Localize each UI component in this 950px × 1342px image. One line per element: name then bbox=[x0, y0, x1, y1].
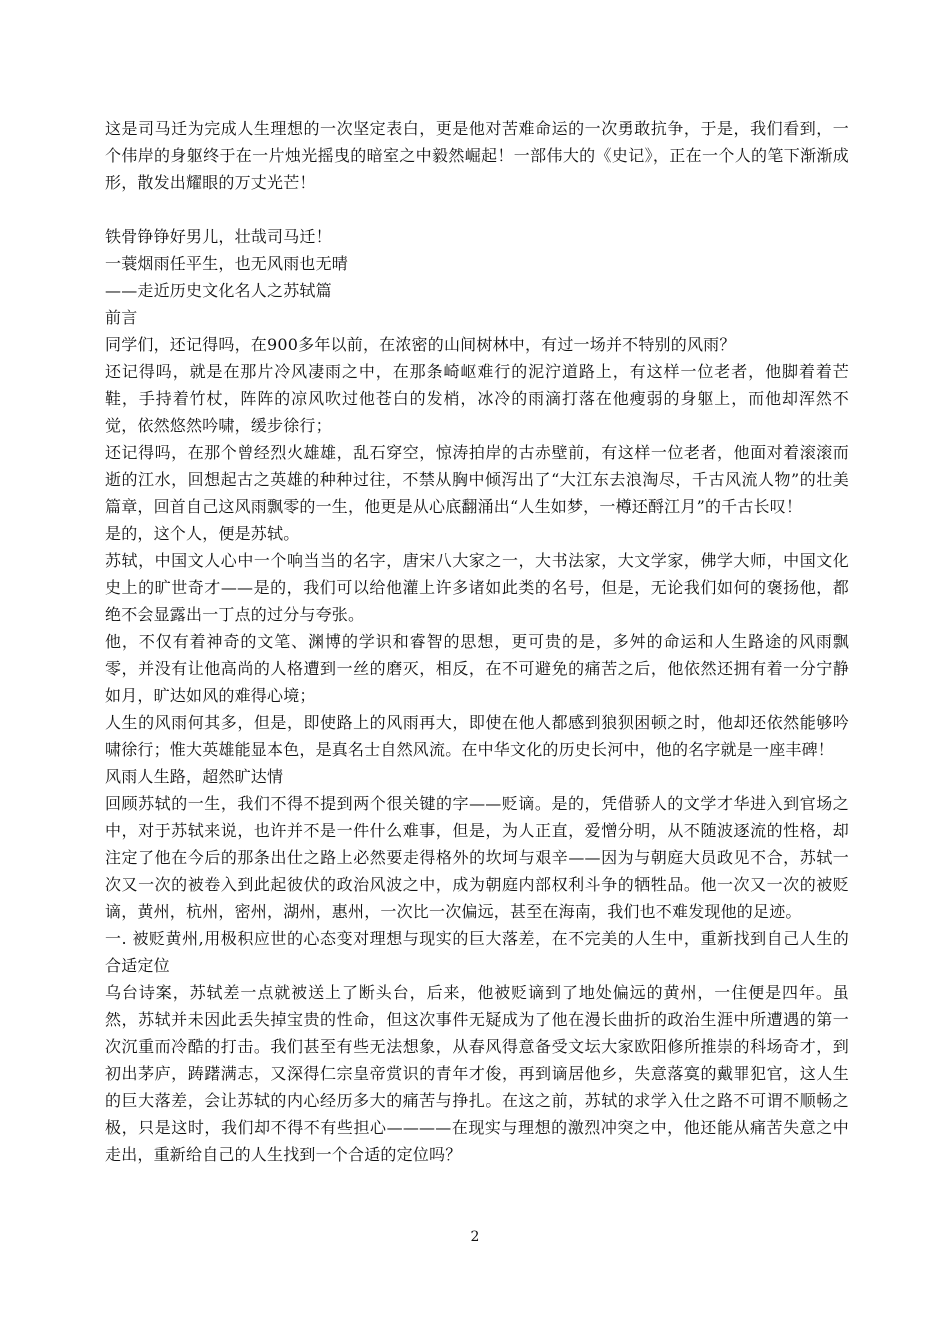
paragraph-intro-question: 同学们，还记得吗，在900多年以前，在浓密的山间树林中，有过一场并不特别的风雨？ bbox=[105, 335, 736, 354]
section-subtitle: ——走近历史文化名人之苏轼篇 bbox=[105, 281, 332, 300]
paragraph-su-shi-legacy: 人生的风雨何其多，但是，即使路上的风雨再大，即使在他人都感到狼狈困顿之时，他却还依然能够吟啸徐行；惟大英雄能显本色，是真名士自然风流。在中华文化的历史长河中，他的名字就是一座丰碑！ bbox=[105, 713, 849, 759]
preface-heading: 前言 bbox=[105, 308, 138, 327]
page-number: 2 bbox=[470, 1229, 480, 1245]
section-title: 一蓑烟雨任平生，也无风雨也无晴 bbox=[105, 254, 349, 273]
numbered-heading-huangzhou: 一. 被贬黄州,用极积应世的心态变对理想与现实的巨大落差，在不完美的人生中，重新找到自己人生的合适定位 bbox=[105, 929, 849, 975]
paragraph-remember-chibi: 还记得吗，在那个曾经烈火雄雄，乱石穿空，惊涛拍岸的古赤壁前，有这样一位老者，他面对着滚滚而逝的江水，回想起古之英雄的种种过往，不禁从胸中倾泻出了“大江东去浪淘尽，千古风流人物”的壮美篇章，回首自己这风雨飘零的一生，他更是从心底翻涌出“人生如梦，一樽还酹江月”的千古长叹！ bbox=[105, 443, 849, 516]
paragraph-wutai-case: 乌台诗案，苏轼差一点就被送上了断头台，后来，他被贬谪到了地处偏远的黄州，一住便是四年。虽然，苏轼并未因此丢失掉宝贵的性命，但这次事件无疑成为了他在漫长曲折的政治生涯中所遭遇的第一次沉重而冷酷的打击。我们甚至有些无法想象，从春风得意备受文坛大家欧阳修所推崇的科场奇才，到初出茅庐，踌躇满志，又深得仁宗皇帝赏识的青年才俊，再到谪居他乡，失意落寞的戴罪犯官，这人生的巨大落差，会让苏轼的内心经历多大的痛苦与挣扎。在这之前，苏轼的求学入仕之路不可谓不顺畅之极，只是这时，我们却不得不有些担心————在现实与理想的激烈冲突之中，他还能从痛苦失意之中走出，重新给自己的人生找到一个合适的定位吗？ bbox=[105, 983, 849, 1164]
document-body bbox=[105, 115, 849, 1168]
paragraph-spacer bbox=[105, 196, 849, 223]
paragraph-su-shi-fame: 苏轼，中国文人心中一个响当当的名字，唐宋八大家之一，大书法家，大文学家，佛学大师，中国文化史上的旷世奇才——是的，我们可以给他灌上许多诸如此类的名号，但是，无论我们如何的褒扬他，都绝不会显露出一丁点的过分与夸张。 bbox=[105, 551, 849, 624]
subsection-heading: 风雨人生路，超然旷达情 bbox=[105, 767, 284, 786]
paragraph-sima-qian-praise: 铁骨铮铮好男儿，壮哉司马迁！ bbox=[105, 227, 332, 246]
paragraph-exile-overview: 回顾苏轼的一生，我们不得不提到两个很关键的字——贬谪。是的，凭借骄人的文学才华进入到官场之中，对于苏轼来说，也许并不是一件什么难事，但是，为人正直，爱憎分明，从不随波逐流的性格，却注定了他在今后的那条出仕之路上必然要走得格外的坎坷与艰辛——因为与朝庭大员政见不合，苏轼一次又一次的被卷入到此起彼伏的政治风波之中，成为朝庭内部权利斗争的牺牲品。他一次又一次的被贬谪，黄州，杭州，密州，湖州，惠州，一次比一次偏远，甚至在海南，我们也不难发现他的足迹。 bbox=[105, 794, 849, 921]
paragraph-remember-rain: 还记得吗，就是在那片冷风凄雨之中，在那条崎岖难行的泥泞道路上，有这样一位老者，他脚着着芒鞋，手持着竹杖，阵阵的凉风吹过他苍白的发梢，冰冷的雨滴打落在他瘦弱的身躯上，而他却浑然不觉，依然悠然吟啸，缓步徐行； bbox=[105, 362, 849, 435]
paragraph-sima-qian-resolve: 这是司马迁为完成人生理想的一次坚定表白，更是他对苦难命运的一次勇敢抗争，于是，我们看到，一个伟岸的身躯终于在一片烛光摇曳的暗室之中毅然崛起！一部伟大的《史记》，正在一个人的笔下渐渐成形，散发出耀眼的万丈光芒！ bbox=[105, 119, 849, 192]
paragraph-this-is-su-shi: 是的，这个人，便是苏轼。 bbox=[105, 524, 300, 543]
paragraph-su-shi-character: 他，不仅有着神奇的文笔、渊博的学识和睿智的思想，更可贵的是，多舛的命运和人生路途的风雨飘零，并没有让他高尚的人格遭到一丝的磨灭，相反，在不可避免的痛苦之后，他依然还拥有着一分宁静如月，旷达如风的难得心境； bbox=[105, 632, 849, 705]
